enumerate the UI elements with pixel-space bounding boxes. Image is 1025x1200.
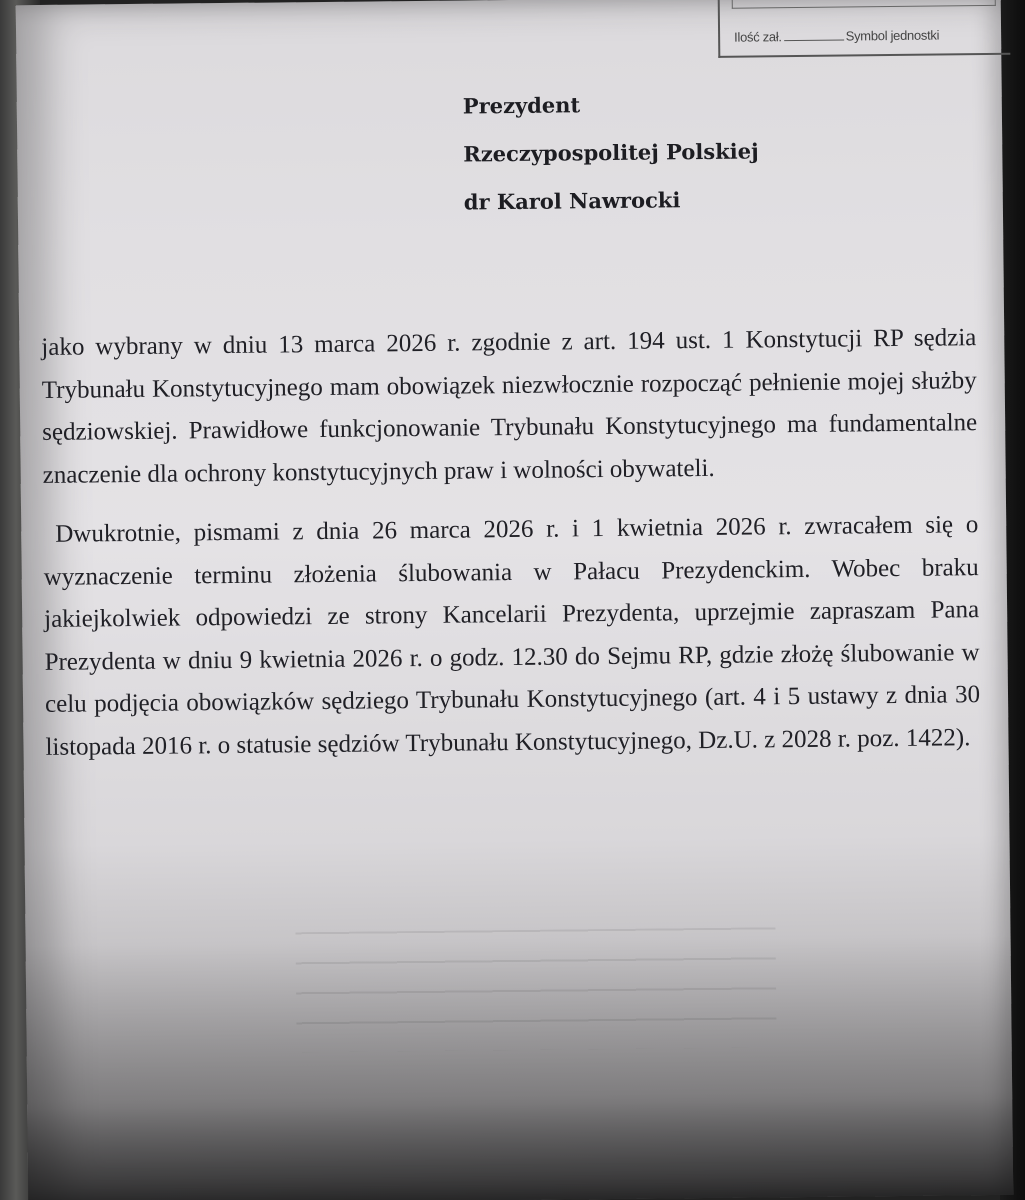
addressee-title: Prezydent: [462, 92, 581, 119]
stamp-inner-frame: [732, 0, 996, 9]
registry-stamp: [718, 0, 1011, 58]
letter-page: [16, 0, 1014, 1200]
stamp-count-blank: [784, 40, 844, 42]
addressee-block: [463, 79, 760, 226]
stamp-count-label: Ilość zał.: [734, 29, 782, 45]
body-paragraph-1: jako wybrany w dniu 13 marca 2026 r. zgodnie z art. 194 ust. 1 Konstytucji RP sędzia Trybunału Konstytucyjnego mam obowiązek niezwłocznie rozpocząć pełnienie mojej służby sędziowskiej. Prawidłowe funkcjonowanie Trybunału Konstytucyjnego ma fundamentalne znaczenie dla ochrony konstytucyjnych praw i wolności obywateli.: [41, 324, 978, 489]
addressee-name: dr Karol Nawrocki: [463, 187, 681, 215]
body-paragraph-2: Dwukrotnie, pismami z dnia 26 marca 2026 r. i 1 kwietnia 2026 r. zwracałem się o wyznaczenie terminu złożenia ślubowania w Pałacu Prezydenckim. Wobec braku jakiejkolwiek odpowiedzi ze strony Kancelarii Prezydenta, uprzejmie zapraszam Pana Prezydenta w dniu 9 kwietnia 2026 r. o godz. 12.30 do Sejmu RP, gdzie złożę ślubowanie w celu podjęcia obowiązków sędziego Trybunału Konstytucyjnego (art. 4 i 5 ustawy z dnia 30 listopada 2016 r. o statusie sędziów Trybunału Konstytucyjnego, Dz.U. z 2028 r. poz. 1422).: [43, 511, 981, 761]
addressee-country: Rzeczypospolitej Polskiej: [463, 138, 759, 167]
letter-body: [41, 317, 981, 769]
bleed-through-shadow: [295, 927, 776, 1052]
stamp-unit-label: Symbol jednostki: [845, 27, 940, 44]
stamp-fields: [734, 28, 939, 45]
